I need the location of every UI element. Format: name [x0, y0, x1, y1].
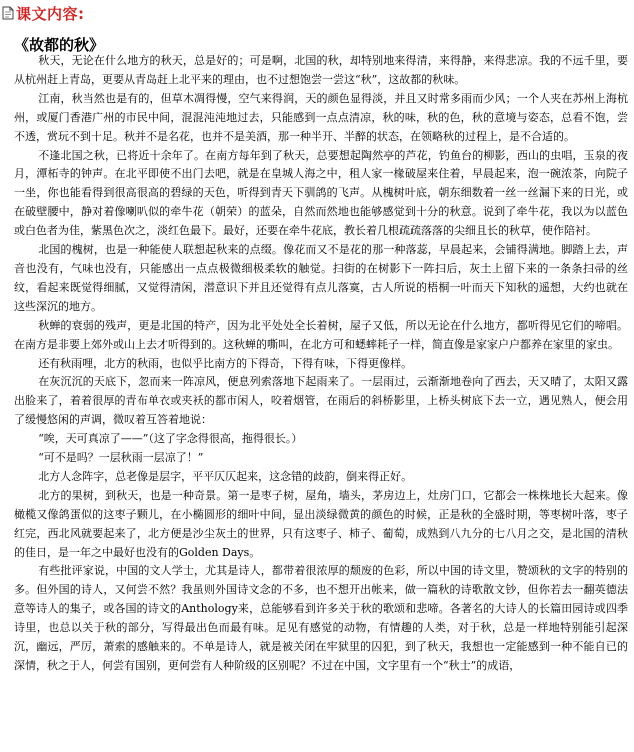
article-title: 《故都的秋》 [14, 36, 105, 54]
section-label: 课文内容: [16, 4, 85, 23]
paragraph: 北方人念阵字，总老像是层字，平平仄仄起来，这念错的歧韵，倒来得正好。 [38, 469, 413, 483]
paragraph: 北国的槐树，也是一种能使人联想起秋来的点缀。像花而又不是花的那一种落蕊，早晨起来，会铺得满地。脚踏上去，声音也没有，气味也没有，只能感出一点点极微细极柔软的触觉。扫街的在树影下一阵扫后，灰土上留下来的一条条扫帚的丝纹，看起来既觉得细腻，又觉得清闲，潜意识下并且还觉得有点儿落寞，古人所说的梧桐一叶而天下知秋的遥想，大约也就在这些深沉的地方。 [14, 243, 628, 313]
section-header [0, 0, 85, 26]
paragraph: 秋天，无论在什么地方的秋天，总是好的；可是啊，北国的秋，却特别地来得清，来得静，来得悲凉。我的不远千里，要从杭州赶上青岛，更要从青岛赶上北平来的理由，也不过想饱尝一尝这“秋”，这故都的秋味。 [14, 54, 628, 86]
paragraph: 在灰沉沉的天底下，忽而来一阵凉风，便息列索落地下起雨来了。一层雨过，云渐渐地卷向了西去，天又晴了，太阳又露出脸来了，着着很厚的青布单衣或夹袄的都市闲人，咬着烟管，在雨后的斜桥影里，上桥头树底下去一立，遇见熟人，便会用了缓慢悠闲的声调，微叹着互答着地说： [14, 375, 628, 427]
paragraph: 江南，秋当然也是有的，但草木凋得慢，空气来得润，天的颜色显得淡，并且又时常多雨而少风；一个人夹在苏州上海杭州，或厦门香港广州的市民中间，混混沌沌地过去，只能感到一点点清凉，秋的味，秋的色，秋的意境与姿态，总看不饱，尝不透，赏玩不到十足。秋并不是名花，也并不是美酒，那一种半开、半醉的状态，在领略秋的过程上，是不合适的。 [14, 91, 628, 143]
paragraph: 秋蝉的衰弱的残声，更是北国的特产，因为北平处处全长着树，屋子又低，所以无论在什么地方，都听得见它们的啼唱。在南方是非要上郊外或山上去才听得到的。这秋蝉的嘶叫，在北方可和蟋蟀耗子一样，简直像是家家户户都养在家里的家虫。 [14, 318, 628, 351]
paragraph: 还有秋雨哩，北方的秋雨，也似乎比南方的下得奇，下得有味，下得更像样。 [38, 356, 413, 370]
article-body [14, 52, 628, 676]
paragraph: 北方的果树，到秋天，也是一种奇景。第一是枣子树，屋角，墙头，茅房边上，灶房门口，它都会一株株地长大起来。像橄榄又像鸽蛋似的这枣子颗儿，在小椭圆形的细叶中间，显出淡绿微黄的颜色的时候，正是秋的全盛时期，等枣树叶落，枣子红完，西北风就要起来了，北方便是沙尘灰土的世界，只有这枣子、柿子、葡萄，成熟到八九分的七八月之交，是北国的清秋的佳日，是一年之中最好也没有的Golden Days。 [14, 488, 628, 559]
document-icon [2, 6, 14, 20]
dialogue-line: “唉，天可真凉了——”（这了字念得很高，拖得很长。） [38, 432, 303, 446]
dialogue-line: “可不是吗？一层秋雨一层凉了！” [38, 451, 204, 465]
paragraph: 不逢北国之秋，已将近十余年了。在南方每年到了秋天，总要想起陶然亭的芦花，钓鱼台的柳影，西山的虫唱，玉泉的夜月，潭柘寺的钟声。在北平即使不出门去吧，就是在皇城人海之中，租人家一椽破屋来住着，早晨起来，泡一碗浓茶，向院子一坐，你也能看得到很高很高的碧绿的天色，听得到青天下驯鸽的飞声。从槐树叶底，朝东细数着一丝一丝漏下来的日光，或在破壁腰中，静对着像喇叭似的牵牛花（朝荣）的蓝朵，自然而然地也能够感觉到十分的秋意。说到了牵牛花，我以为以蓝色或白色者为佳，紫黑色次之，淡红色最下。最好，还要在牵牛花底，教长着几根疏疏落落的尖细且长的秋草，使作陪衬。 [14, 148, 628, 238]
paragraph: 有些批评家说，中国的文人学士，尤其是诗人，都带着很浓厚的颓废的色彩，所以中国的诗文里，赞颂秋的文字的特别的多。但外国的诗人，又何尝不然？我虽则外国诗文念的不多，也不想开出帐来，做一篇秋的诗歌散文钞，但你若去一翻英德法意等诗人的集子，或各国的诗文的Anthology来，总能够看到许多关于秋的歌颂和悲啼。各著名的大诗人的长篇田园诗或四季诗里，也总以关于秋的部分，写得最出色而最有味。足见有感觉的动物，有情趣的人类，对于秋，总是一样地特别能引起深沉，幽远，严厉，萧索的感触来的。不单是诗人，就是被关闭在牢狱里的囚犯，到了秋天，我想也一定能感到一种不能自已的深情，秋之于人，何尝有国别，更何尝有人种阶级的区别呢？不过在中国，文字里有一个“秋士”的成语， [14, 564, 628, 672]
